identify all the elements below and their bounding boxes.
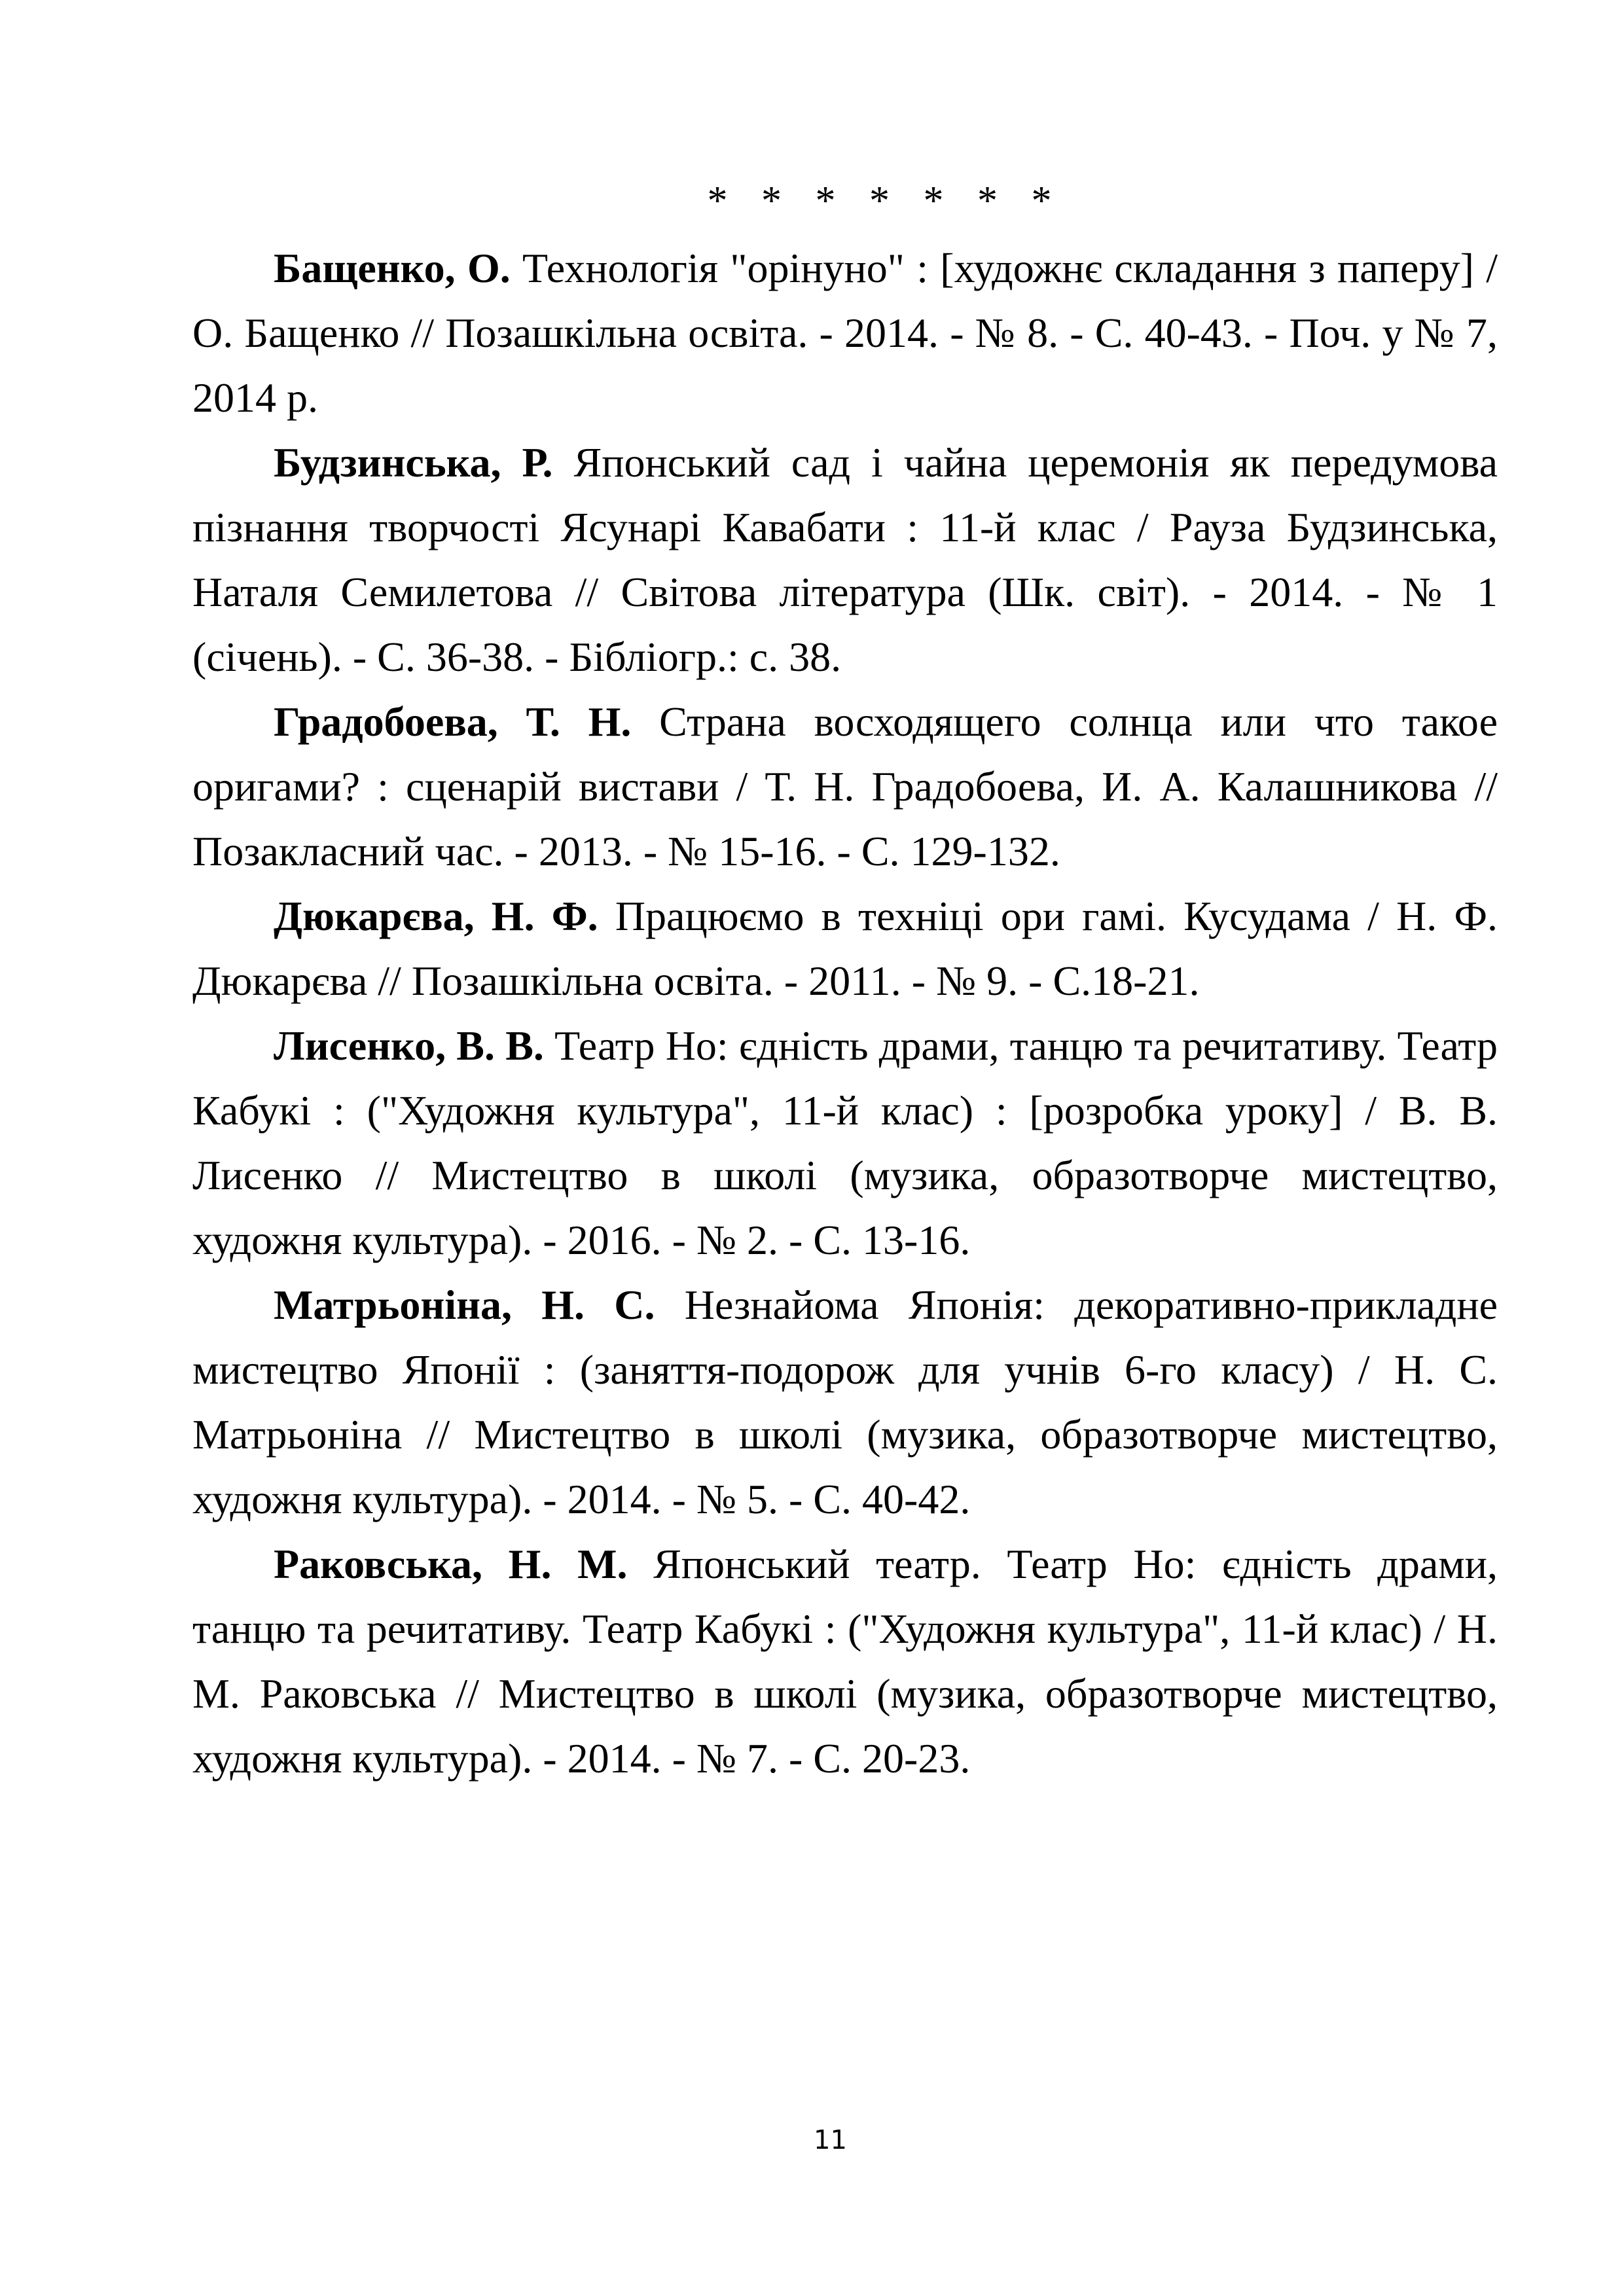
bibliography-entry <box>192 236 1498 430</box>
entry-text: Японський сад і чайна церемонія як передумова пізнання творчості Ясунарі Кавабати : 11-й клас / Рауза Будзинська, Наталя Семилетова // Світова література (Шк. світ). - 2014. - № 1 (січень). - С. 36-38. - Бібліогр.: с. 38. <box>192 439 1498 680</box>
entry-text: Театр Но: єдність драми, танцю та речитативу. Театр Кабукі : ("Художня культура", 11-й клас) : [розробка уроку] / В. В. Лисенко // Мистецтво в школі (музика, образотворче мистецтво, художня культура). - 2016. - № 2. - С. 13-16. <box>192 1022 1498 1263</box>
bibliography-entry <box>192 430 1498 689</box>
entry-author: Градобоева, Т. Н. <box>274 698 632 745</box>
entry-author: Дюкарєва, Н. Ф. <box>274 893 598 939</box>
bibliography-list <box>192 236 1498 1791</box>
entry-text: Незнайома Японія: декоративно-прикладне мистецтво Японії : (заняття-подорож для учнів 6-го класу) / Н. С. Матрьоніна // Мистецтво в школі (музика, образотворче мистецтво, художня культура). - 2014. - № 5. - С. 40-42. <box>192 1282 1498 1522</box>
section-separator: * * * * * * * <box>707 179 1064 223</box>
entry-author: Матрьоніна, Н. С. <box>274 1282 655 1328</box>
entry-author: Бащенко, О. <box>274 245 511 291</box>
entry-text: Страна восходящего солнца или что такое оригами? : сценарій вистави / Т. Н. Градобоева, И. А. Калашникова // Позакласний час. - 2013. - № 15-16. - С. 129-132. <box>192 698 1498 874</box>
entry-text: Технологія "орінуно" : [художнє складання з паперу] / О. Бащенко // Позашкільна освіта. - 2014. - № 8. - С. 40-43. - Поч. у № 7, 2014 р. <box>192 245 1498 421</box>
bibliography-entry <box>192 884 1498 1013</box>
entry-text: Японський театр. Театр Но: єдність драми, танцю та речитативу. Театр Кабукі : ("Художня культура", 11-й клас) / Н. М. Раковська // Мистецтво в школі (музика, образотворче мистецтво, художня культура). - 2014. - № 7. - С. 20-23. <box>192 1541 1498 1782</box>
bibliography-entry <box>192 1532 1498 1791</box>
bibliography-entry <box>192 689 1498 884</box>
entry-author: Будзинська, Р. <box>274 439 553 486</box>
entry-author: Раковська, Н. М. <box>274 1541 628 1587</box>
page-number: 11 <box>814 2125 847 2155</box>
bibliography-entry <box>192 1272 1498 1532</box>
entry-text: Працюємо в техніці ори гамі. Кусудама / Н. Ф. Дюкарєва // Позашкільна освіта. - 2011. - № 9. - С.18-21. <box>192 893 1498 1004</box>
bibliography-entry <box>192 1013 1498 1272</box>
entry-author: Лисенко, В. В. <box>274 1022 544 1069</box>
